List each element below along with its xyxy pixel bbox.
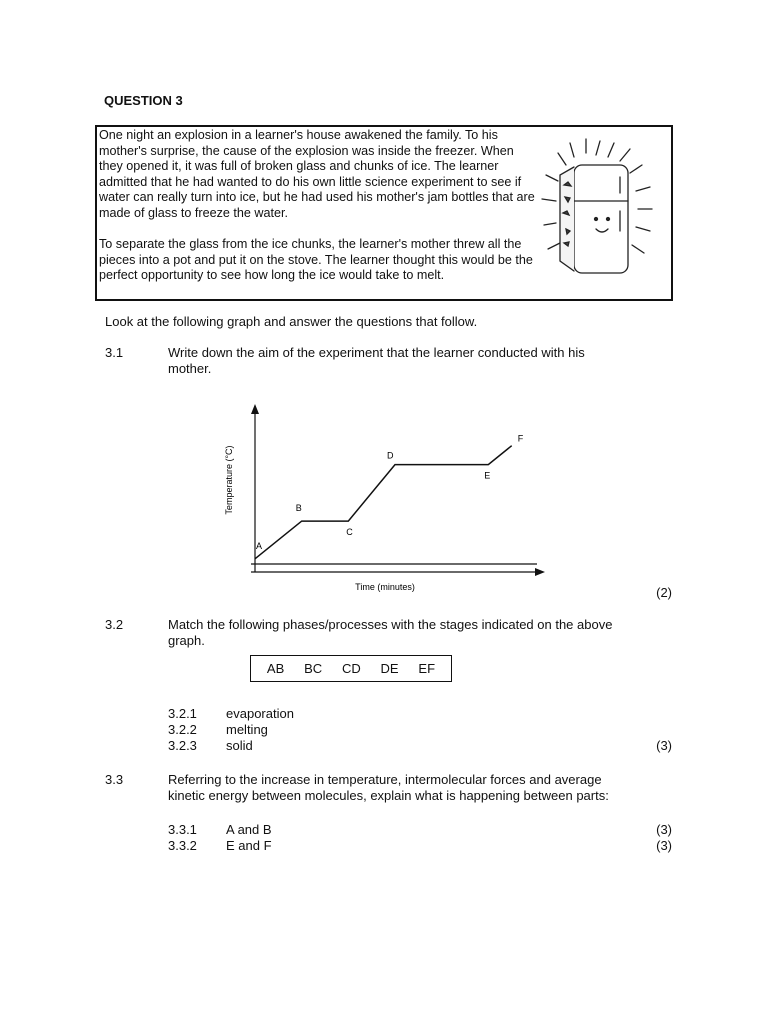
intro-text: Look at the following graph and answer the questions that follow.: [105, 314, 478, 329]
q31-text-line1: Write down the aim of the experiment that the learner conducted with his: [168, 345, 585, 360]
stages-box: [250, 655, 452, 682]
question-title: QUESTION 3: [104, 93, 183, 108]
q32-item-text: evaporation: [226, 706, 294, 721]
point-label-f: F: [517, 433, 524, 444]
point-label-e: E: [484, 470, 491, 481]
point-label-b: B: [295, 503, 302, 514]
q33-item-number: 3.3.1: [168, 822, 197, 837]
q32-item-number: 3.2.3: [168, 738, 197, 753]
q33-item-text: A and B: [226, 822, 272, 837]
stage-label: CD: [341, 661, 361, 676]
story-paragraph-1: One night an explosion in a learner's house awakened the family. To his mother's surprise, the cause of the explosion was inside the freezer. When they opened it, it was full of broken glass and chunks of ice. The learner admitted that he had wanted to do his own little science experiment to see if water can really turn into ice, but he had used his mother's jam bottles that are made of glass to freeze the water.: [99, 128, 535, 220]
q33-text-line1: Referring to the increase in temperature, intermolecular forces and average: [168, 772, 602, 787]
q32-item-3: [168, 738, 253, 754]
q32-item-text: melting: [226, 722, 268, 737]
stage-label: DE: [380, 661, 399, 676]
y-axis-arrow: [251, 404, 259, 414]
q32-text-line1: Match the following phases/processes with the stages indicated on the above: [168, 617, 613, 632]
q31-marks: (2): [656, 585, 672, 600]
q32-item-number: 3.2.2: [168, 722, 197, 737]
q33-item-text: E and F: [226, 838, 272, 853]
q33-item-2-marks: (3): [656, 838, 672, 853]
q33-item-1-marks: (3): [656, 822, 672, 837]
q33-text-line2: kinetic energy between molecules, explain what is happening between parts:: [168, 788, 609, 803]
q32-item-2: [168, 722, 268, 738]
q31-number: 3.1: [105, 345, 124, 360]
q32-marks: (3): [656, 738, 672, 753]
heating-curve-line: [255, 446, 512, 559]
q32-item-text: solid: [226, 738, 253, 753]
point-label-c: C: [346, 527, 353, 538]
stage-label: EF: [418, 661, 436, 676]
story-paragraph-2: To separate the glass from the ice chunks, the learner's mother threw all the pieces into a pot and put it on the stove. The learner thought this would be the perfect opportunity to see how long the ice would take to melt.: [99, 237, 533, 283]
q32-item-number: 3.2.1: [168, 706, 197, 721]
x-axis-arrow: [535, 568, 545, 576]
heating-curve-chart: [215, 400, 555, 600]
exploding-fridge-icon: [538, 135, 668, 285]
y-axis-label: Temperature (°C): [224, 445, 234, 515]
point-label-a: A: [256, 540, 263, 551]
q33-item-2: [168, 838, 272, 854]
q33-item-1: [168, 822, 272, 838]
q32-number: 3.2: [105, 617, 124, 632]
stage-label: AB: [266, 661, 285, 676]
q31-text-line2: mother.: [168, 361, 212, 376]
stage-label: BC: [304, 661, 323, 676]
q32-item-1: [168, 706, 294, 722]
point-label-d: D: [387, 450, 394, 461]
q33-number: 3.3: [105, 772, 124, 787]
q32-text-line2: graph.: [168, 633, 205, 648]
x-axis-label: Time (minutes): [355, 582, 415, 592]
q33-item-number: 3.3.2: [168, 838, 197, 853]
